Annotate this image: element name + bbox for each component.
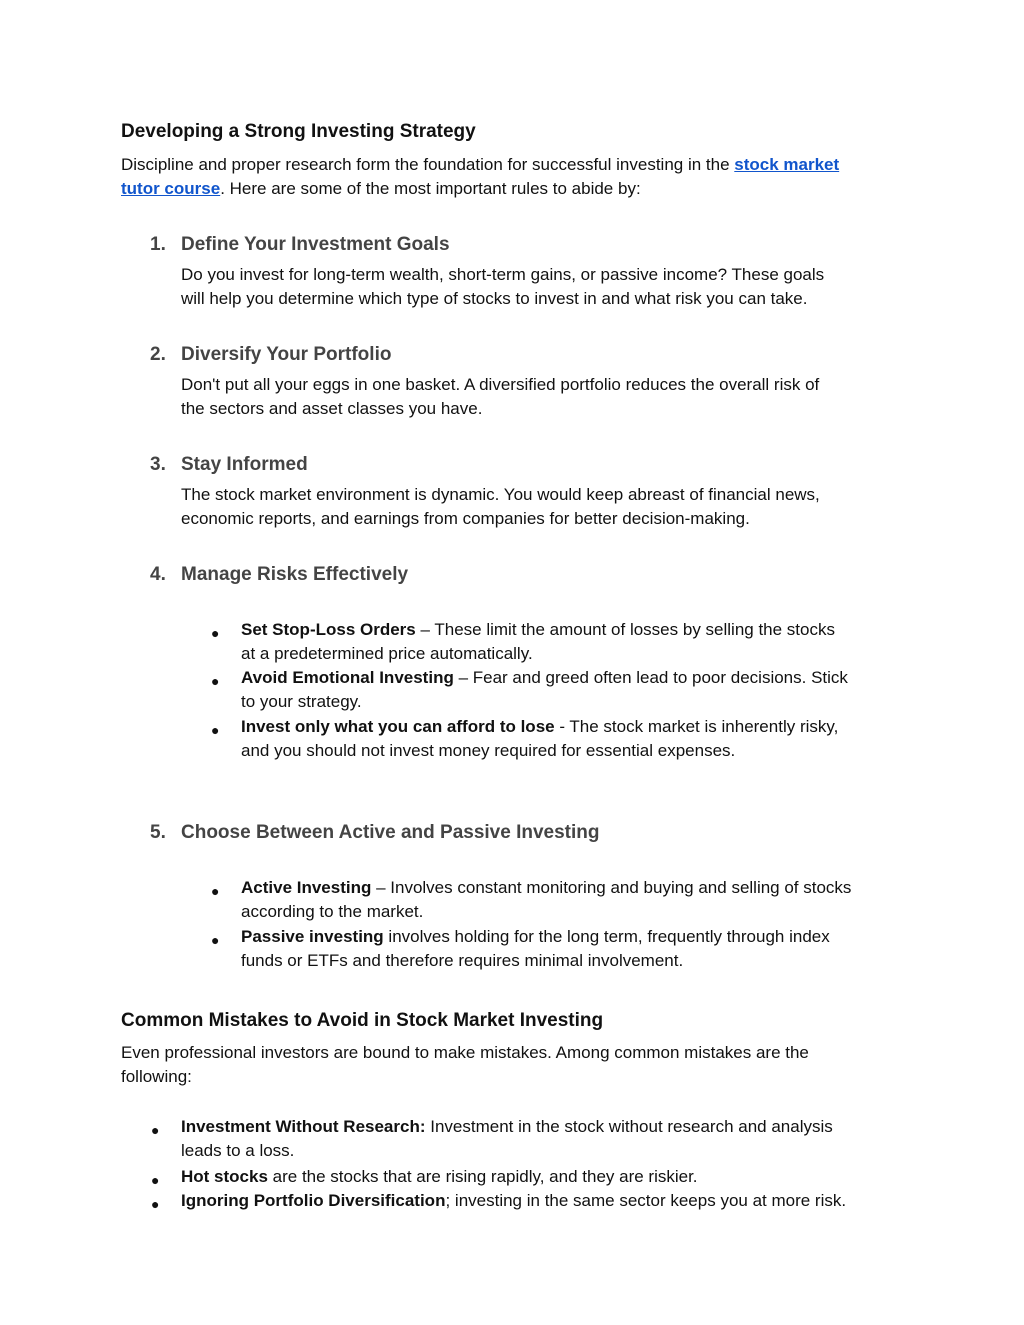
rule-title: Manage Risks Effectively <box>181 564 409 585</box>
mistakes-intro: Even professional investors are bound to make mistakes. Among common mistakes are the <box>121 1043 809 1062</box>
list-item <box>241 715 838 739</box>
rule-number: 4. <box>150 564 166 585</box>
bullet-icon: ● <box>151 1172 160 1188</box>
list-item-continuation: funds or ETFs and therefore requires minimal involvement. <box>241 951 684 970</box>
list-item-bold: Investment Without Research: <box>181 1117 426 1136</box>
section-heading-mistakes: Common Mistakes to Avoid in Stock Market Investing <box>121 1010 604 1031</box>
bullet-icon: ● <box>211 932 220 948</box>
bullet-icon: ● <box>211 625 220 641</box>
list-item-continuation: leads to a loss. <box>181 1141 295 1160</box>
list-item-bold: Avoid Emotional Investing <box>241 668 454 687</box>
rule-title: Stay Informed <box>181 454 308 475</box>
list-item-text: – These limit the amount of losses by selling the stocks <box>415 620 835 639</box>
rule-text: Don't put all your eggs in one basket. A diversified portfolio reduces the overall risk of <box>181 375 820 394</box>
list-item-text: ; investing in the same sector keeps you at more risk. <box>445 1191 847 1210</box>
bullet-icon: ● <box>211 673 220 689</box>
section-heading-strategy: Developing a Strong Investing Strategy <box>121 121 476 142</box>
rule-number: 5. <box>150 822 166 843</box>
list-item-continuation: according to the market. <box>241 902 424 921</box>
intro-paragraph-line2 <box>121 177 921 201</box>
rule-title: Choose Between Active and Passive Investing <box>181 822 600 843</box>
list-item <box>241 876 851 900</box>
list-item-bold: Invest only what you can afford to lose <box>241 717 555 736</box>
list-item-bold: Active Investing <box>241 878 372 897</box>
list-item-bold: Ignoring Portfolio Diversification <box>181 1191 446 1210</box>
list-item <box>181 1189 846 1213</box>
list-item <box>241 925 830 949</box>
intro-text-end: . Here are some of the most important rules to abide by: <box>220 179 641 198</box>
rule-text: Do you invest for long-term wealth, short-term gains, or passive income? These goals <box>181 265 825 284</box>
rule-number: 3. <box>150 454 166 475</box>
bullet-icon: ● <box>151 1196 160 1212</box>
rule-text: The stock market environment is dynamic. You would keep abreast of financial news, <box>181 485 820 504</box>
list-item-continuation: at a predetermined price automatically. <box>241 644 533 663</box>
rule-number: 1. <box>150 234 166 255</box>
list-item-bold: Passive investing <box>241 927 384 946</box>
list-item-bold: Hot stocks <box>181 1167 268 1186</box>
list-item <box>241 618 835 642</box>
bullet-icon: ● <box>211 722 220 738</box>
list-item-continuation: to your strategy. <box>241 692 362 711</box>
list-item-text: - The stock market is inherently risky, <box>554 717 839 736</box>
tutor-course-link[interactable]: tutor course <box>121 179 221 198</box>
intro-paragraph <box>121 153 921 177</box>
list-item-bold: Set Stop-Loss Orders <box>241 620 416 639</box>
list-item-text: Investment in the stock without research and analysis <box>425 1117 833 1136</box>
stock-market-link[interactable]: stock market <box>734 155 840 174</box>
rule-text: economic reports, and earnings from companies for better decision-making. <box>181 509 750 528</box>
list-item-text: – Fear and greed often lead to poor decisions. Stick <box>453 668 848 687</box>
list-item <box>181 1165 698 1189</box>
rule-text: the sectors and asset classes you have. <box>181 399 483 418</box>
rule-number: 2. <box>150 344 166 365</box>
list-item <box>241 666 848 690</box>
bullet-icon: ● <box>211 883 220 899</box>
list-item <box>181 1115 833 1139</box>
rule-title: Diversify Your Portfolio <box>181 344 392 365</box>
bullet-icon: ● <box>151 1122 160 1138</box>
mistakes-intro-line2: following: <box>121 1067 192 1086</box>
intro-text: Discipline and proper research form the foundation for successful investing in the <box>121 155 735 174</box>
list-item-text: – Involves constant monitoring and buying and selling of stocks <box>371 878 852 897</box>
rule-title: Define Your Investment Goals <box>181 234 450 255</box>
list-item-text: are the stocks that are rising rapidly, and they are riskier. <box>267 1167 698 1186</box>
rule-text: will help you determine which type of stocks to invest in and what risk you can take. <box>181 289 808 308</box>
list-item-text: involves holding for the long term, frequently through index <box>383 927 830 946</box>
list-item-continuation: and you should not invest money required for essential expenses. <box>241 741 736 760</box>
